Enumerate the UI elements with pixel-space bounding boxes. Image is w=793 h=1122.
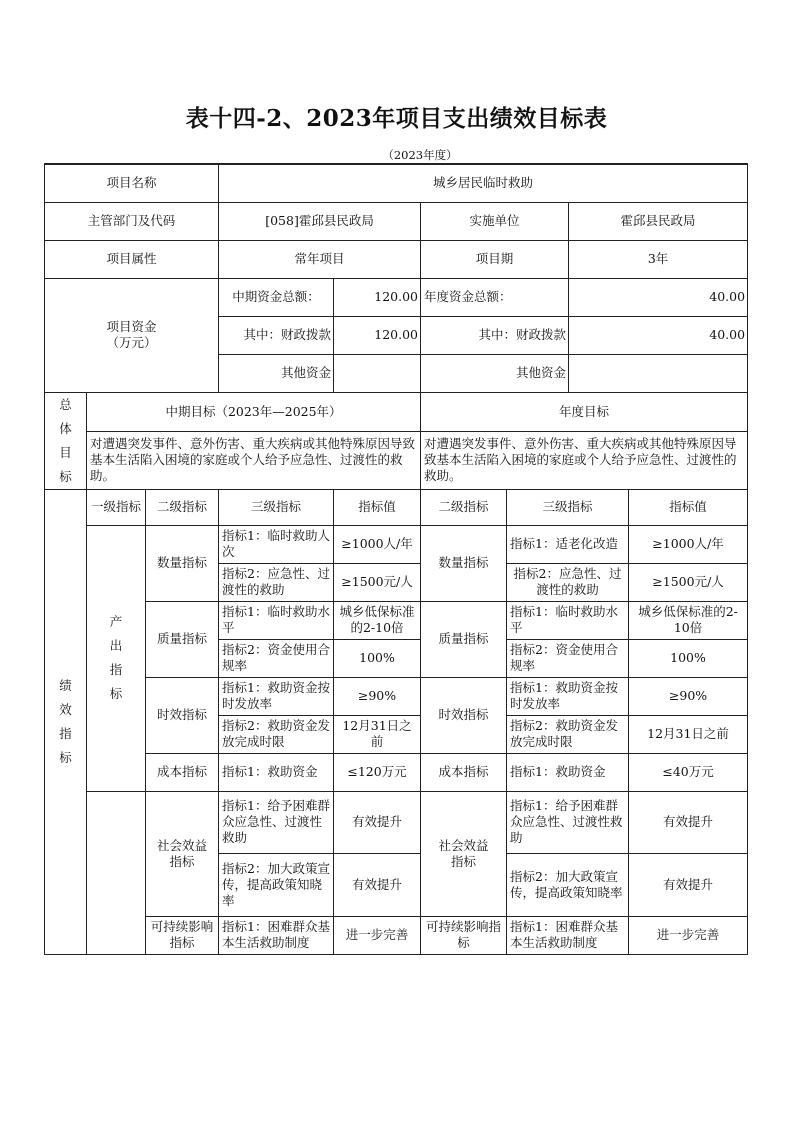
period-label: 项目期: [421, 240, 569, 278]
annual-level2-cell: 数量指标: [421, 525, 507, 601]
year-subtitle: （2023年度）: [382, 148, 458, 162]
level2-cell: 质量指标: [146, 601, 219, 677]
value-cell: ≥1500元/人: [334, 563, 421, 601]
value-cell: 有效提升: [334, 791, 421, 853]
impl-unit-value: 霍邱县民政局: [569, 202, 748, 240]
annual-total-value: 40.00: [569, 278, 748, 316]
annual-value-cell: ≥90%: [629, 677, 748, 715]
level3-cell: 指标2：应急性、过渡性的救助: [219, 563, 334, 601]
project-name-label: 项目名称: [45, 164, 219, 202]
annual-level2-cell: 时效指标: [421, 677, 507, 753]
annual-value-cell: ≥1500元/人: [629, 563, 748, 601]
annual-level3-cell: 指标2：资金使用合规率: [507, 639, 629, 677]
overall-goal-label: 总体目标: [45, 392, 87, 489]
project-name-value: 城乡居民临时救助: [219, 164, 748, 202]
period-value: 3年: [569, 240, 748, 278]
annual-level3-cell: 指标2：加大政策宣传，提高政策知晓率: [507, 853, 629, 916]
annual-level3-cell: 指标1：困难群众基本生活救助制度: [507, 916, 629, 954]
value-cell: ≥1000人/年: [334, 525, 421, 563]
level3-cell: 指标1：临时救助人次: [219, 525, 334, 563]
annual-level2-cell: 质量指标: [421, 601, 507, 677]
mid-total-value: 120.00: [334, 278, 421, 316]
table-row: [45, 601, 748, 639]
level2-cell: 数量指标: [146, 525, 219, 601]
annual-level3-cell: 指标1：临时救助水平: [507, 601, 629, 639]
annual-goal-label: 年度目标: [421, 392, 748, 431]
level3-cell: 指标1：临时救助水平: [219, 601, 334, 639]
mid-goal-label: 中期目标（2023年—2025年）: [87, 392, 421, 431]
level3-cell: 指标1：给予困难群众应急性、过渡性救助: [219, 791, 334, 853]
mid-other-value: [334, 354, 421, 392]
attr-label: 项目属性: [45, 240, 219, 278]
value-cell: ≥90%: [334, 677, 421, 715]
annual-value-cell: 有效提升: [629, 791, 748, 853]
annual-level3-cell: 指标2：救助资金发放完成时限: [507, 715, 629, 753]
annual-value-cell: ≥1000人/年: [629, 525, 748, 563]
performance-target-table: [44, 163, 748, 955]
annual-total-label: 年度资金总额：: [421, 278, 569, 316]
value-cell: 100%: [334, 639, 421, 677]
level3-cell: 指标2：加大政策宣传，提高政策知晓率: [219, 853, 334, 916]
annual-goal-text: 对遭遇突发事件、意外伤害、重大疾病或其他特殊原因导致基本生活陷入困境的家庭或个人给予应急性、过渡性的救助。: [421, 431, 748, 489]
annual-level2-cell: 社会效益指标: [421, 791, 507, 916]
level3-cell: 指标1：救助资金: [219, 753, 334, 791]
annual-value-cell: ≤40万元: [629, 753, 748, 791]
funds-label: 项目资金 （万元）: [45, 278, 219, 392]
dept-label: 主管部门及代码: [45, 202, 219, 240]
page-title: 表十四-2、2023年项目支出绩效目标表: [185, 105, 608, 132]
annual-value-cell: 进一步完善: [629, 916, 748, 954]
annual-value-cell: 城乡低保标准的2-10倍: [629, 601, 748, 639]
value-cell: ≤120万元: [334, 753, 421, 791]
performance-indicators-label: 绩效指标: [45, 489, 87, 954]
annual-level3-cell: 指标2：应急性、过渡性的救助: [507, 563, 629, 601]
impl-unit-label: 实施单位: [421, 202, 569, 240]
annual-level3-cell: 指标1：救助资金按时发放率: [507, 677, 629, 715]
annual-level2-cell: 可持续影响指标: [421, 916, 507, 954]
level3-cell: 指标2：救助资金发放完成时限: [219, 715, 334, 753]
annual-level3-cell: 指标1：适老化改造: [507, 525, 629, 563]
level3-cell: 指标2：资金使用合规率: [219, 639, 334, 677]
annual-level3-cell: 指标1：给予困难群众应急性、过渡性救助: [507, 791, 629, 853]
annual-value-cell: 100%: [629, 639, 748, 677]
annual-value-cell: 有效提升: [629, 853, 748, 916]
mid-fiscal-value: 120.00: [334, 316, 421, 354]
annual-level3-cell: 指标1：救助资金: [507, 753, 629, 791]
annual-level2-cell: 成本指标: [421, 753, 507, 791]
mid-total-label: 中期资金总额：: [219, 278, 334, 316]
header-level2: 二级指标: [146, 489, 219, 525]
annual-value-cell: 12月31日之前: [629, 715, 748, 753]
level2-cell: 社会效益指标: [146, 791, 219, 916]
header-annual-level2: 二级指标: [421, 489, 507, 525]
table-row: [45, 677, 748, 715]
header-level1: 一级指标: [87, 489, 146, 525]
annual-fiscal-value: 40.00: [569, 316, 748, 354]
table-row: [45, 525, 748, 563]
value-cell: 进一步完善: [334, 916, 421, 954]
value-cell: 有效提升: [334, 853, 421, 916]
table-row: [45, 916, 748, 954]
value-cell: 12月31日之前: [334, 715, 421, 753]
header-annual-value: 指标值: [629, 489, 748, 525]
table-row: [45, 791, 748, 853]
annual-other-label: 其他资金: [421, 354, 569, 392]
output-indicator-label: 产出指标: [87, 525, 146, 791]
benefit-indicator-label: [87, 791, 146, 954]
level3-cell: 指标1：救助资金按时发放率: [219, 677, 334, 715]
mid-other-label: 其他资金: [219, 354, 334, 392]
mid-fiscal-label: 其中：财政拨款: [219, 316, 334, 354]
dept-value: [058]霍邱县民政局: [219, 202, 421, 240]
annual-fiscal-label: 其中：财政拨款: [421, 316, 569, 354]
level2-cell: 时效指标: [146, 677, 219, 753]
header-level3: 三级指标: [219, 489, 334, 525]
annual-other-value: [569, 354, 748, 392]
level2-cell: 可持续影响指标: [146, 916, 219, 954]
level2-cell: 成本指标: [146, 753, 219, 791]
value-cell: 城乡低保标准的2-10倍: [334, 601, 421, 639]
header-annual-level3: 三级指标: [507, 489, 629, 525]
attr-value: 常年项目: [219, 240, 421, 278]
header-value: 指标值: [334, 489, 421, 525]
table-row: [45, 753, 748, 791]
level3-cell: 指标1：困难群众基本生活救助制度: [219, 916, 334, 954]
mid-goal-text: 对遭遇突发事件、意外伤害、重大疾病或其他特殊原因导致基本生活陷入困境的家庭或个人给予应急性、过渡性的救助。: [87, 431, 421, 489]
